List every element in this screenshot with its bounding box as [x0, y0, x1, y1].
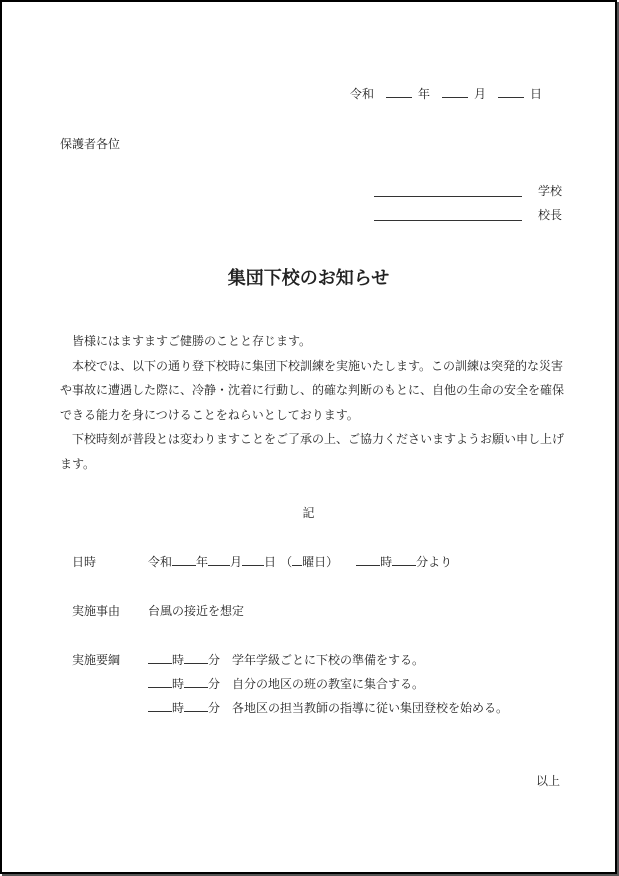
- datetime-day: 日: [264, 555, 277, 569]
- datetime-year: 年: [196, 555, 209, 569]
- month-blank: [208, 554, 230, 566]
- hour-blank: [148, 676, 172, 688]
- closing: 以上: [536, 774, 561, 788]
- minute-blank: [184, 700, 208, 712]
- reason-label: 実施事由: [72, 604, 121, 618]
- body-text: [60, 329, 565, 476]
- ki-marker: 記: [302, 506, 315, 520]
- procedure-text: 各地区の担当教師の指導に従い集団登校を始める。: [232, 701, 509, 715]
- datetime-era: 令和: [148, 555, 173, 569]
- date-era: 令和: [350, 87, 375, 101]
- principal-name-line: [374, 220, 522, 221]
- body-paragraph-purpose: 本校では、以下の通り登下校時に集団下校訓練を実施いたします。この訓練は突発的な災害や事故に遭遇した際に、冷静・沈着に行動し、的確な判断のもとに、自他の生命の安全を確保できる能力を身につけることをねらいとしております。: [60, 358, 565, 422]
- recipient: 保護者各位: [60, 137, 121, 151]
- datetime-value: [148, 554, 452, 570]
- principal-label: 校長: [538, 208, 563, 222]
- hour-blank: [148, 652, 172, 664]
- procedure-minute: 分: [208, 653, 221, 667]
- body-paragraph-request: 下校時刻が普段とは変わりますことをご了承の上、ご協力くださいますようお願い申し上げます。: [60, 432, 565, 471]
- reason-value: 台風の接近を想定: [148, 604, 245, 618]
- weekday-blank: [292, 554, 302, 566]
- day-blank: [242, 554, 264, 566]
- document-title: 集団下校のお知らせ: [227, 268, 390, 289]
- school-label: 学校: [538, 184, 563, 198]
- procedure-label: 実施要綱: [72, 653, 121, 667]
- procedure-minute: 分: [208, 701, 221, 715]
- hour-blank: [356, 554, 380, 566]
- procedure-hour: 時: [172, 653, 185, 667]
- hour-blank: [148, 700, 172, 712]
- year-blank: [172, 554, 196, 566]
- procedure-item: [148, 700, 508, 716]
- datetime-minute: 分より: [416, 555, 453, 569]
- minute-blank: [184, 676, 208, 688]
- procedure-item: [148, 652, 424, 668]
- school-name-line: [374, 196, 522, 197]
- procedure-item: [148, 676, 424, 692]
- minute-blank: [392, 554, 416, 566]
- procedure-minute: 分: [208, 677, 221, 691]
- datetime-dow-open: （: [280, 555, 293, 569]
- date-month-label: 月: [474, 87, 487, 101]
- minute-blank: [184, 652, 208, 664]
- date-line: [350, 86, 542, 102]
- procedure-text: 自分の地区の班の教室に集合する。: [232, 677, 425, 691]
- date-year-label: 年: [418, 87, 431, 101]
- procedure-text: 学年学級ごとに下校の準備をする。: [232, 653, 425, 667]
- datetime-hour: 時: [380, 555, 393, 569]
- procedure-hour: 時: [172, 701, 185, 715]
- datetime-month: 月: [230, 555, 243, 569]
- datetime-label: 日時: [72, 555, 97, 569]
- procedure-hour: 時: [172, 677, 185, 691]
- body-paragraph-greeting: 皆様にはますますご健勝のことと存じます。: [72, 334, 312, 348]
- datetime-dow: 曜日）: [302, 555, 339, 569]
- date-day-label: 日: [530, 87, 543, 101]
